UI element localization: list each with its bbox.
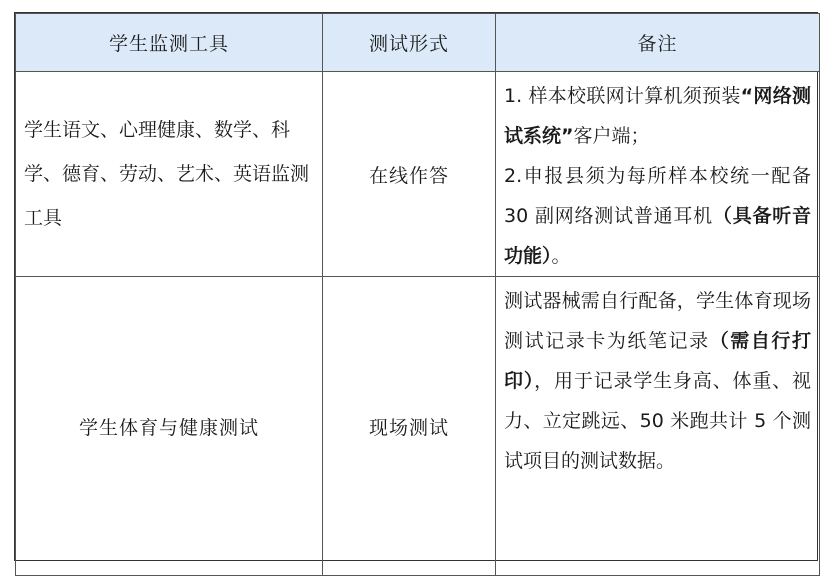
- notes-cell: [496, 277, 820, 576]
- note-2-prefix: 2.申报县须为每所样本校统一配备 30 副网络测试普通耳机: [504, 165, 811, 227]
- monitoring-table-container: [14, 12, 818, 561]
- notes-cell: [496, 72, 820, 277]
- header-row: [16, 14, 820, 72]
- note-p1-emphasis: （需自行打印）: [504, 330, 811, 392]
- monitoring-table: [15, 13, 820, 576]
- note-p1: 测试器械需自行配备，学生体育现场测试记录卡为纸笔记录: [504, 290, 811, 352]
- header-tools: 学生监测工具: [16, 14, 323, 72]
- note-paragraph: [504, 277, 811, 481]
- note-p2: ，用于记录学生身高、体重、视力、立定跳远、50 米跑共计 5 个测试项目的测试数据。: [504, 370, 811, 472]
- note-1-emphasis: “网络测试系统”: [504, 85, 811, 147]
- tools-cell: 学生体育与健康测试: [16, 277, 323, 576]
- header-form: 测试形式: [323, 14, 496, 72]
- note-1-suffix: 客户端；: [573, 125, 650, 147]
- header-notes: 备注: [496, 14, 820, 72]
- tools-cell: 学生语文、心理健康、数学、科学、德育、劳动、艺术、英语监测工具: [16, 72, 323, 277]
- form-cell: 在线作答: [323, 72, 496, 277]
- note-1-prefix: 1. 样本校联网计算机须预装: [504, 85, 741, 107]
- note-item-1: [504, 72, 811, 156]
- table-row: [16, 277, 820, 576]
- form-cell: 现场测试: [323, 277, 496, 576]
- note-2-suffix: 。: [551, 245, 571, 267]
- table-row: [16, 72, 820, 277]
- note-2-emphasis: （具备听音功能）: [504, 205, 811, 267]
- note-item-2: [504, 156, 811, 276]
